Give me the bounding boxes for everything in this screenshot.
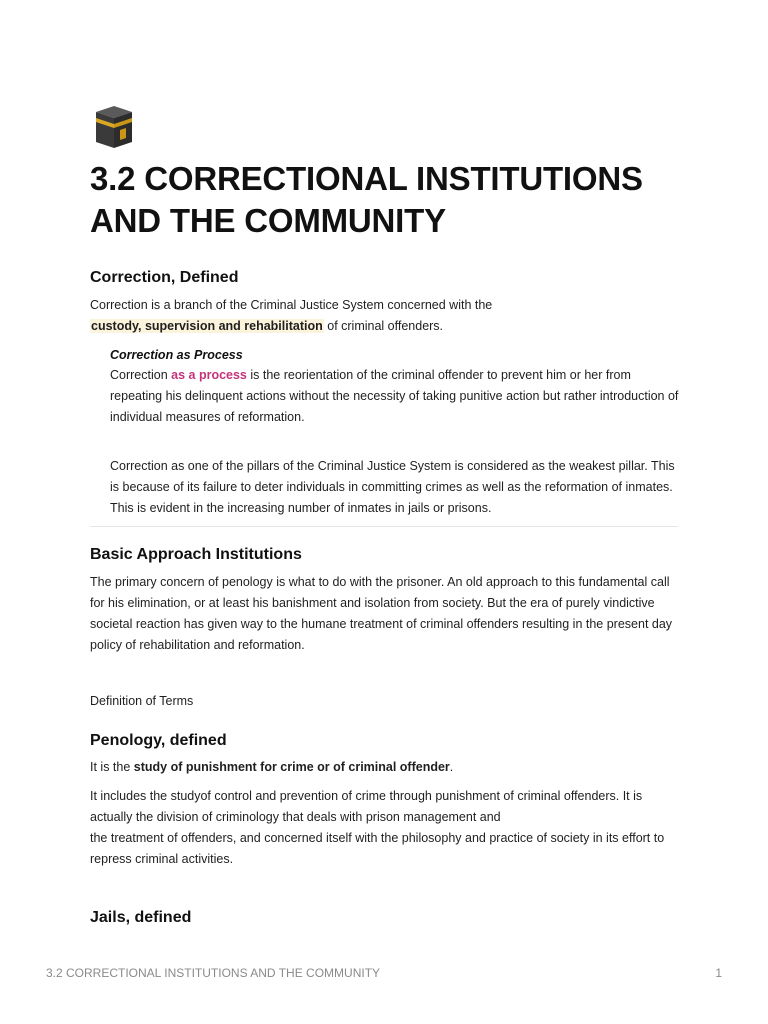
kaaba-icon: [90, 104, 138, 150]
page-number: 1: [715, 966, 722, 980]
subheading-correction-process: Correction as Process: [110, 348, 243, 362]
process-text-end: is the reorientation of the criminal offender to prevent him or her from repeating his delinquent actions without the necessity of taking punitive action but rather introduction of individual measures of reformation.: [110, 368, 679, 424]
process-text-start: Correction: [110, 368, 172, 382]
correction-intro-text: Correction is a branch of the Criminal Justice System concerned with the: [90, 298, 493, 312]
process-emphasis: as a process: [171, 368, 247, 382]
penology-def-bold: study of punishment for crime or of criminal offender: [133, 760, 450, 774]
definition-of-terms-label: Definition of Terms: [90, 694, 194, 708]
section-heading-basic-approach: Basic Approach Institutions: [90, 546, 302, 563]
penology-def-end: .: [449, 760, 454, 774]
correction-pillar-paragraph: Correction as one of the pillars of the Criminal Justice System is considered as the weakest pillar. This is because of its failure to deter individuals in committing crimes as well as the reformation of inmates. This is evident in the increasing number of inmates in jails or prisons.: [110, 459, 675, 515]
page-title: 3.2 CORRECTIONAL INSTITUTIONS AND THE COMMUNITY: [90, 160, 643, 239]
section-heading-jails: Jails, defined: [90, 909, 192, 926]
section-heading-correction: Correction, Defined: [90, 269, 239, 286]
correction-process-paragraph: [110, 365, 680, 428]
section-divider: [90, 526, 678, 527]
penology-text-2: the treatment of offenders, and concerned itself with the philosophy and practice of society in its effort to repress criminal activities.: [90, 831, 665, 866]
penology-text-1: It includes the studyof control and prevention of crime through punishment of criminal offenders. It is actually the division of criminology that deals with prison management and: [90, 789, 643, 824]
section-heading-penology: Penology, defined: [90, 732, 227, 749]
basic-approach-paragraph: The primary concern of penology is what to do with the prisoner. An old approach to this fundamental call for his elimination, or at least his banishment and isolation from society. But the era of purely vindictive societal reaction has given way to the humane treatment of criminal offenders resulting in the present day policy of rehabilitation and reformation.: [90, 575, 673, 652]
highlighted-phrase: custody, supervision and rehabilitation: [91, 319, 323, 333]
correction-intro: [90, 295, 680, 337]
penology-definition: [90, 757, 680, 778]
footer-title: 3.2 CORRECTIONAL INSTITUTIONS AND THE COMMUNITY: [46, 966, 381, 980]
penology-paragraph: [90, 786, 680, 870]
penology-def-start: It is the: [90, 760, 134, 774]
correction-intro-end: of criminal offenders.: [323, 319, 444, 333]
